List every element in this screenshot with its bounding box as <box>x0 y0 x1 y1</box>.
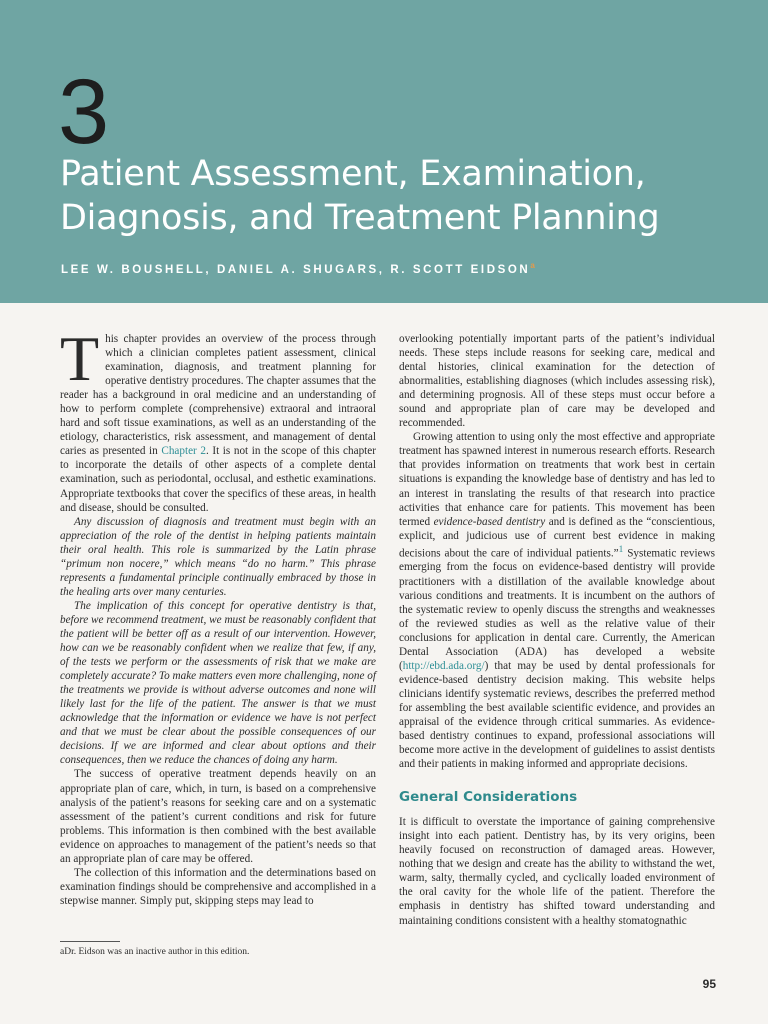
left-column <box>60 323 376 908</box>
author-footnote-mark: a <box>530 261 535 270</box>
paragraph-collection-of-information: The collection of this information and the determinations based on examination findings should be comprehensive and accomplished in a stepwise manner. Simply put, skipping steps may lead to <box>60 866 376 907</box>
chapter-number: 3 <box>58 61 110 163</box>
paragraph-role-of-dentist: Any discussion of diagnosis and treatment must begin with an appreciation of the role of the dentist in helping patients maintain their oral health. This role is summarized by the Latin phrase “primum non nocere,” which means “do no harm.” This phrase represents a fundamental principle continually embraced by those in the healing arts over many centuries. <box>60 515 376 598</box>
ebd-text-3: Systematic reviews emerging from the focus on evidence-based dentistry will provide practitioners with a distillation of the available knowledge about various conditions and treatments. It is incumbent on the authors of the systematic review to openly discuss the strengths and weaknesses of the reviewed studies as well as the relative value of their conclusions for application in dental care. Currently, the American Dental Association (ADA) has developed a website ( <box>399 547 716 672</box>
paragraph-success-of-treatment: The success of operative treatment depends heavily on an appropriate plan of care, which, in turn, is based on a comprehensive analysis of the patient’s reasons for seeking care and on a systematic assessment of the patient’s current conditions and risk for future problems. This information is then combined with the best available evidence on approaches to management of the patient’s needs so that an appropriate plan of care may be offered. <box>60 768 376 865</box>
paragraph-evidence-based <box>399 430 715 771</box>
paragraph-implication: The implication of this concept for operative dentistry is that, before we recommend treatment, we must be reasonably confident that the patient will be better off as a result of our intervention. However, how can we be reasonably confident when we realize that few, if any, of the tests we perform or the assessments of risk that we make are completely accurate? To make matters even more challenging, none of the treatments we provide is without adverse outcomes and none will likely last for the life of the patient. The answer is that we must acknowledge that the information or evidence we have is not perfect and that we must be clear about the possible consequences of our decisions. If we are informed and clear about options and their consequences, then we reduce the chances of doing any harm. <box>60 599 376 767</box>
ada-website-link[interactable]: http://ebd.ada.org/ <box>402 659 485 672</box>
ebd-text-2: and is defined as the “conscientious, explicit, and judicious use of current best evidence in making decisions about the care of individual patients.” <box>399 515 716 560</box>
paragraph-general-considerations: It is difficult to overstate the importance of gaining comprehensive insight into each patient. Dentistry has, by its very origins, been heavily focused on reconstruction of damaged areas. However, nothing that we design and create has the ability to withstand the wet, warm, salty, thermally cycled, and cyclically loaded environment of the oral cavity for the whole life of the patient. Therefore the emphasis in dentistry has shifted toward understanding and maintaining conditions consistent with a healthy stomatognathic <box>399 816 715 927</box>
chapter-2-link[interactable]: Chapter 2 <box>161 445 206 458</box>
right-column <box>399 332 715 928</box>
chapter-title: Patient Assessment, Examination, Diagnosis, and Treatment Planning <box>60 154 660 238</box>
intro-text-2: . It is not in the scope of this chapter to incorporate the details of other aspects of a complete dental examination, such as periodontal, occlusal, and esthetic examinations. Appropriate textbooks that cover the specifics of these areas, in health and disease, should be consulted. <box>60 445 376 514</box>
intro-text-1: his chapter provides an overview of the process through which a clinician completes patient assessment, clinical examination, diagnosis, and treatment planning for operative dentistry procedures. The chapter assumes that the reader has a background in oral medicine and an understanding of how to perform complete (comprehensive) extraoral and intraoral hard and soft tissue examinations, as well as an understanding of the etiology, characteristics, risk assessment, and management of dental caries as presented in <box>60 333 376 458</box>
author-names: LEE W. BOUSHELL, DANIEL A. SHUGARS, R. SCOTT EIDSON <box>61 263 531 276</box>
ebd-term: evidence-based dentistry <box>433 515 546 528</box>
section-heading-general-considerations: General Considerations <box>399 789 578 806</box>
drop-cap: T <box>60 323 100 394</box>
intro-paragraph <box>60 323 376 515</box>
paragraph-steps: overlooking potentially important parts of the patient’s individual needs. These steps include reasons for seeking care, medical and dental histories, clinical examination for the detection of abnormalities, establishing diagnoses (which includes assessing risk), and determining prognosis. All of these steps must occur before a sound and appropriate plan of care may be developed and recommended. <box>399 333 715 430</box>
ebd-text-1: Growing attention to using only the most effective and appropriate treatment has spawned interest in numerous research efforts. Research that provides information on treatments that work best in certain situations is expanding the knowledge base of dentistry and has led to an interest in translating the results of that research into practice activities that enhance care for patients. This movement has been termed <box>399 431 715 528</box>
ebd-text-4: ) that may be used by dental professionals for evidence-based dentistry decision making. This website helps clinicians identify systematic reviews, describes the preferred method for assembling the best available scientific evidence, and provides an appraisal of the evidence through critical summaries. As evidence-based dentistry continues to expand, professional associations will become more active in the development of guidelines to assist dentists and their patients in making informed and appropriate decisions. <box>399 659 715 771</box>
footnote-divider <box>60 941 120 942</box>
footnote: aDr. Eidson was an inactive author in this edition. <box>60 947 250 957</box>
chapter-banner <box>0 0 768 303</box>
page-number: 95 <box>702 977 716 991</box>
author-list <box>61 261 535 276</box>
reference-1-link[interactable]: 1 <box>618 544 624 555</box>
